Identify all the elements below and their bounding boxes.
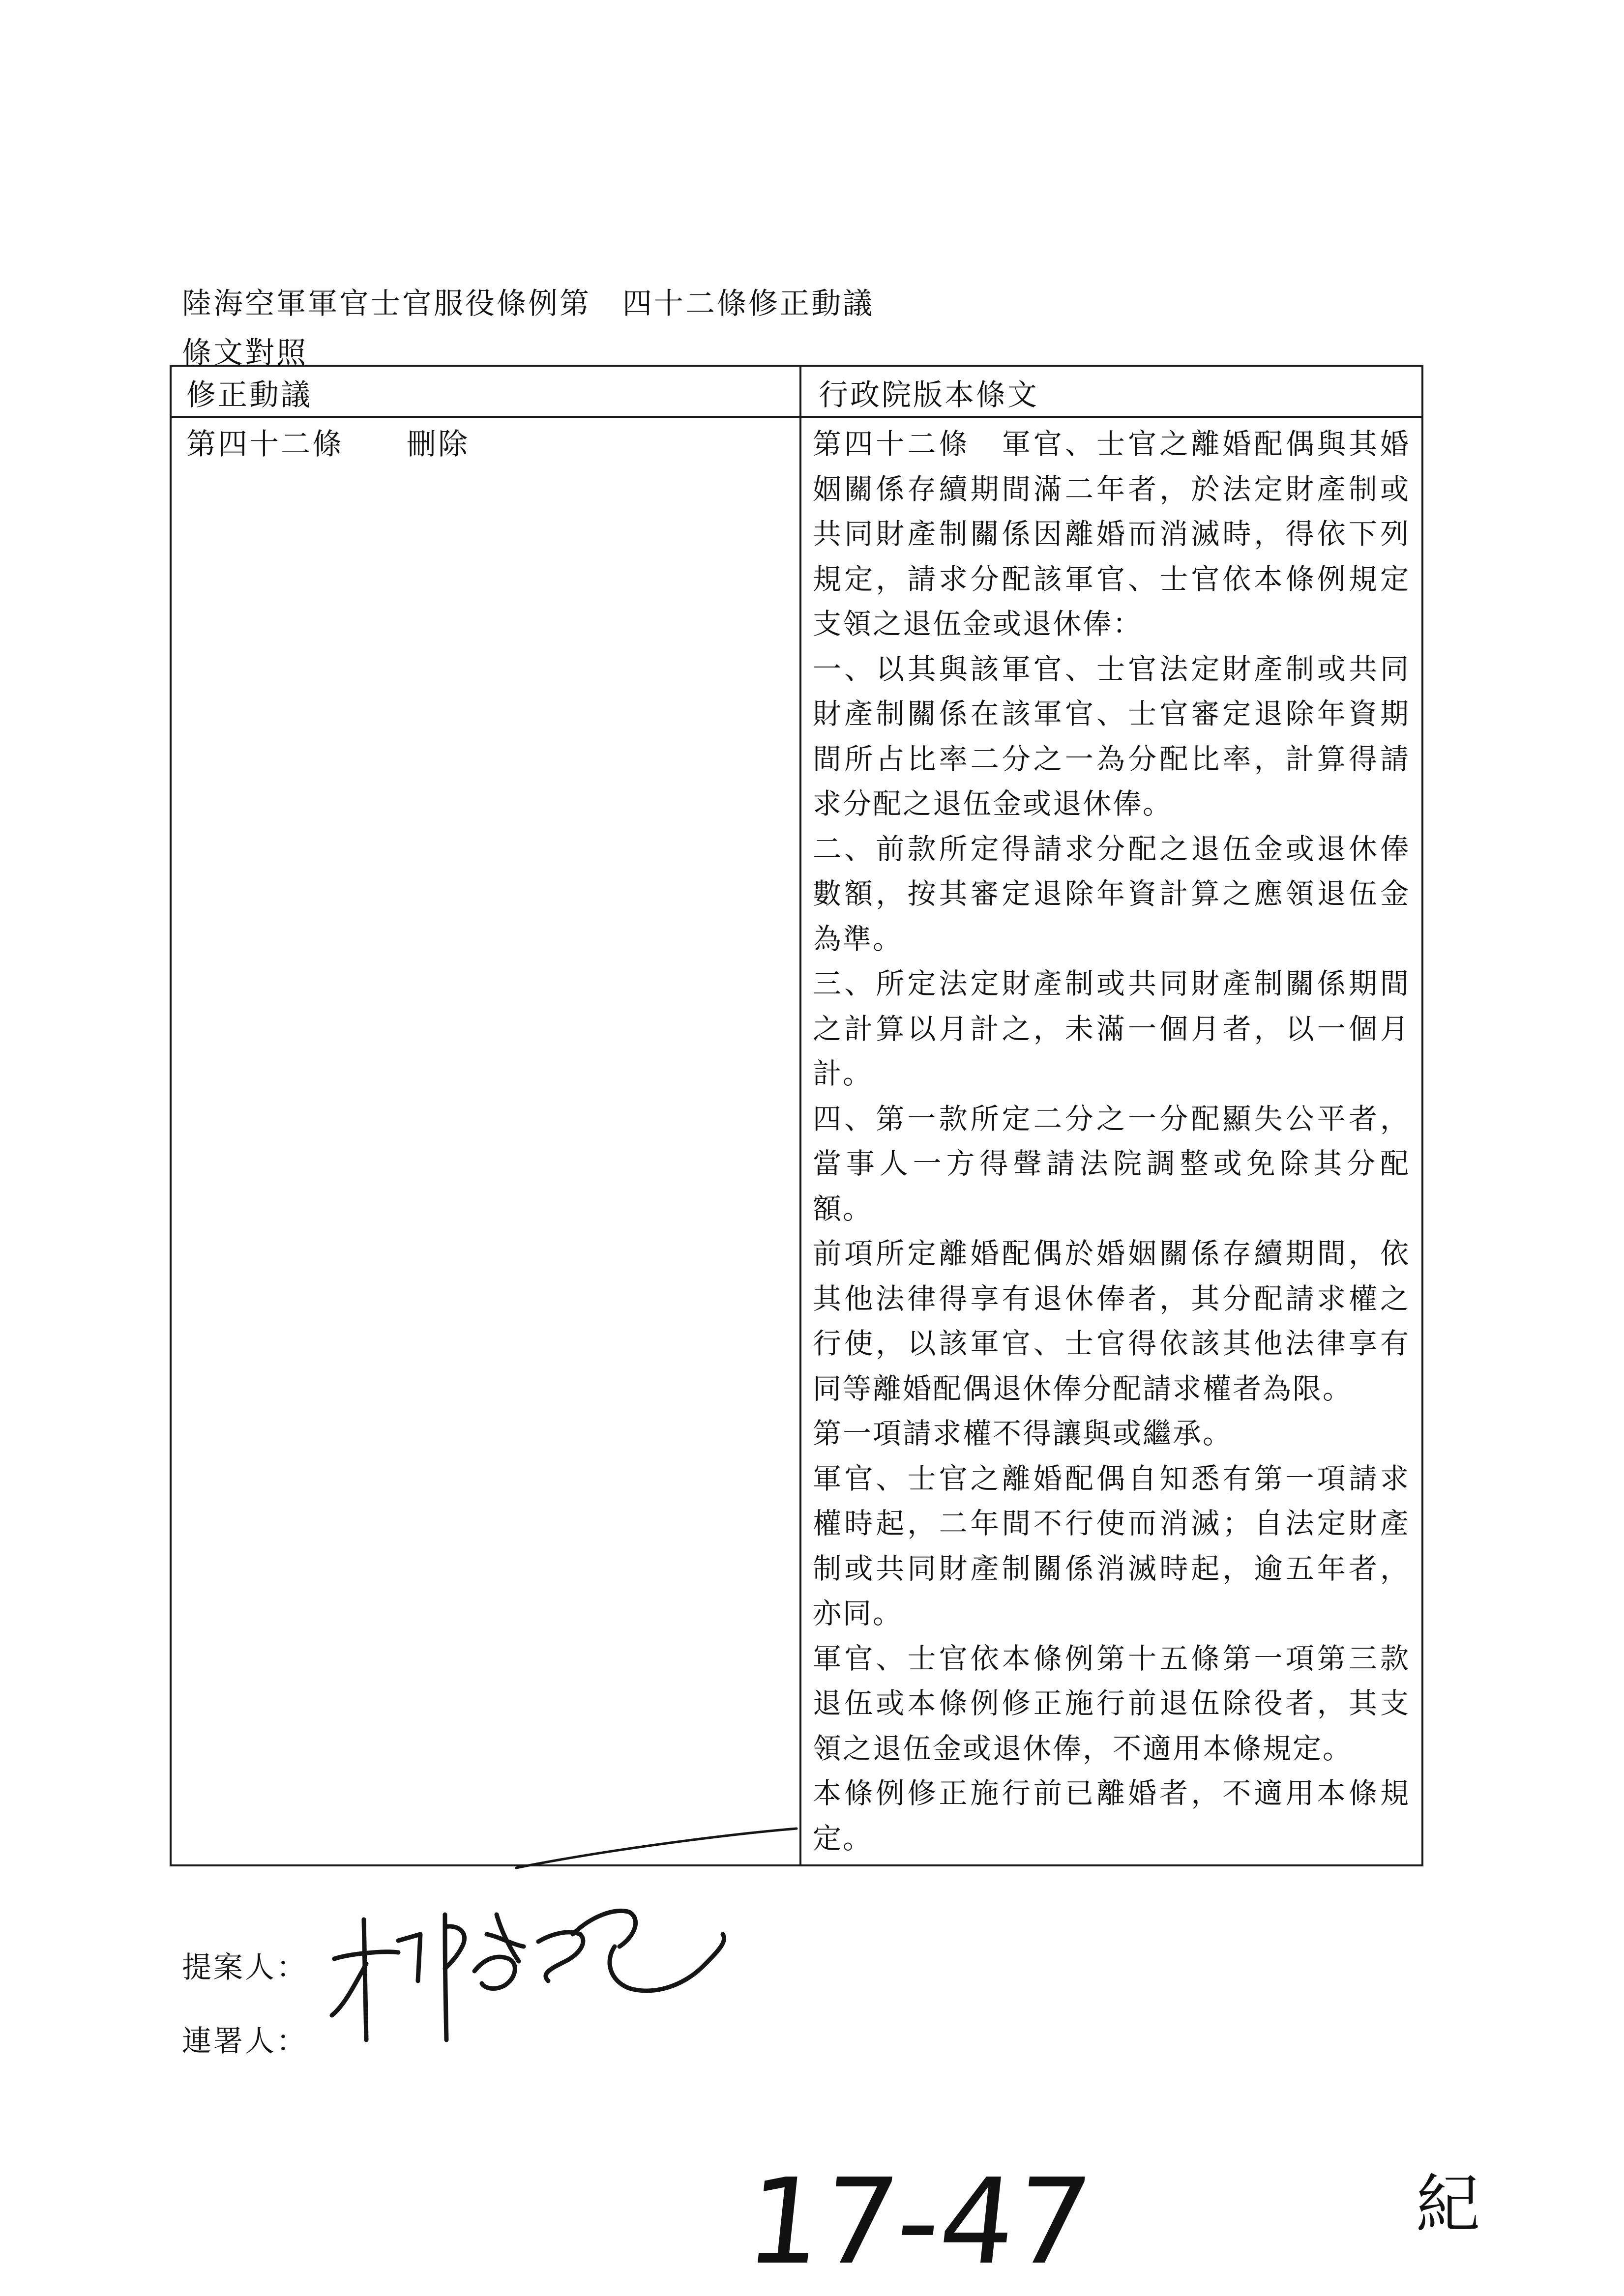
handwritten-corner-mark: 紀 — [1416, 2167, 1480, 2241]
document-title: 陸海空軍軍官士官服役條例第 四十二條修正動議 — [182, 287, 874, 321]
article-paragraph: 軍官、士官之離婚配偶自知悉有第一項請求權時起，二年間不行使而消滅；自法定財產制或共同財產制關係消滅時起，逾五年者，亦同。 — [813, 1461, 1410, 1630]
article-paragraph: 前項所定離婚配偶於婚姻關係存續期間，依其他法律得享有退休俸者，其分配請求權之行使，以該軍官、士官得依該其他法律享有同等離婚配偶退休俸分配請求權者為限。 — [813, 1237, 1410, 1405]
article-paragraph: 三、所定法定財產制或共同財產制關係期間之計算以月計之，未滿一個月者，以一個月計。 — [813, 967, 1410, 1090]
cosigner-label: 連署人： — [182, 2024, 308, 2059]
article-paragraph: 本條例修正施行前已離婚者，不適用本條規定。 — [813, 1776, 1410, 1855]
article-paragraph: 二、前款所定得請求分配之退伍金或退休俸數額，按其審定退除年資計算之應領退伍金為準。 — [813, 832, 1410, 956]
document-subtitle: 條文對照 — [182, 336, 308, 370]
header-executive-version: 行政院版本條文 — [819, 378, 1039, 412]
article-paragraph: 第一項請求權不得讓與或繼承。 — [813, 1417, 1233, 1450]
proposer-label: 提案人： — [182, 1950, 308, 1985]
article-paragraph: 第四十二條 軍官、士官之離婚配偶與其婚姻關係存續期間滿二年者，於法定財產制或共同財產制關係因離婚而消滅時，得依下列規定，請求分配該軍官、士官依本條例規定支領之退伍金或退休俸： — [813, 427, 1410, 640]
header-amendment: 修正動議 — [186, 378, 312, 412]
article-paragraph: 一、以其與該軍官、士官法定財產制或共同財產制關係在該軍官、士官審定退除年資期間所占比率二分之一為分配比率，計算得請求分配之退伍金或退休俸。 — [813, 652, 1410, 820]
handwritten-page-number: 17-47 — [740, 2153, 1098, 2291]
amendment-cell: 第四十二條 刪除 — [186, 427, 470, 462]
article-paragraph: 四、第一款所定二分之一分配顯失公平者，當事人一方得聲請法院調整或免除其分配額。 — [813, 1102, 1410, 1225]
article-paragraph: 軍官、士官依本條例第十五條第一項第三款退伍或本條例修正施行前退伍除役者，其支領之退伍金或退休俸，不適用本條規定。 — [813, 1641, 1410, 1765]
